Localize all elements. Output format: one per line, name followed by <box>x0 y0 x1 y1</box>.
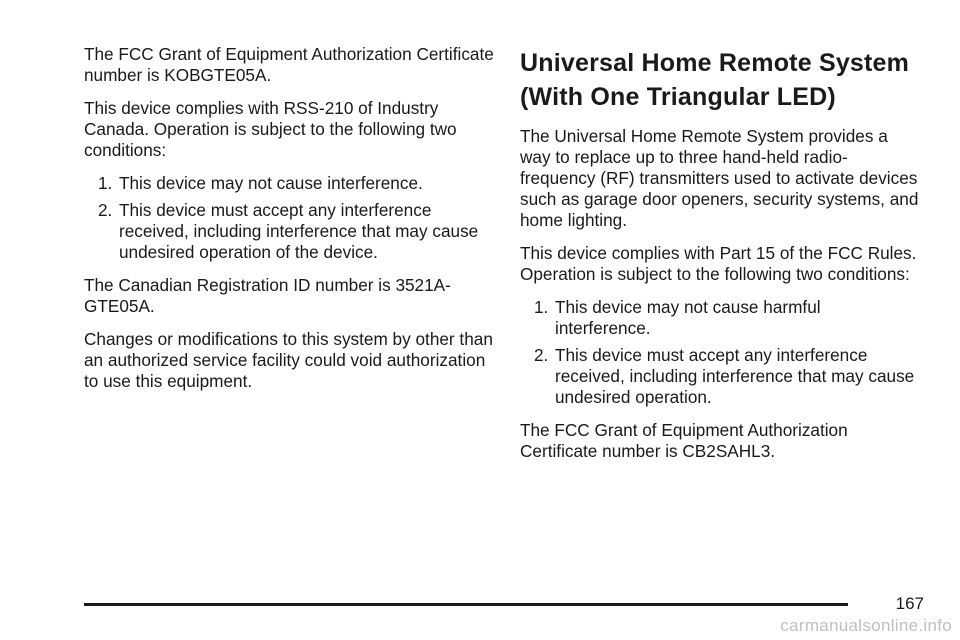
modifications-warning-paragraph: Changes or modifications to this system by other than an authorized service facility could void authorization to use this equipment. <box>84 329 493 391</box>
list-item: 1. This device may not cause harmful interference. <box>534 297 821 338</box>
fcc-conditions-list <box>520 297 920 408</box>
footer-rule <box>84 603 848 606</box>
canadian-registration-paragraph: The Canadian Registration ID number is 3521A-GTE05A. <box>84 275 451 316</box>
intro-paragraph: The Universal Home Remote System provides a way to replace up to three hand-held radio-frequency (RF) transmitters used to activate devices such as garage door openers, security systems, and home lighting. <box>520 126 919 230</box>
fcc-grant-paragraph: The FCC Grant of Equipment Authorization Certificate number is CB2SAHL3. <box>520 420 848 461</box>
list-item: 2. This device must accept any interference received, including interference that may cause undesired operation of the device. <box>98 200 479 262</box>
page-number: 167 <box>895 594 924 613</box>
left-column <box>84 44 494 404</box>
section-heading: Universal Home Remote System (With One Triangular LED) <box>520 49 910 111</box>
right-column <box>520 44 920 474</box>
rss-conditions-list <box>84 173 494 263</box>
fcc-compliance-paragraph: This device complies with Part 15 of the FCC Rules. Operation is subject to the following two conditions: <box>520 243 917 284</box>
list-item: 2. This device must accept any interference received, including interference that may cause undesired operation. <box>534 345 915 407</box>
rss-compliance-paragraph: This device complies with RSS-210 of Industry Canada. Operation is subject to the following two conditions: <box>84 98 457 160</box>
list-item: 1. This device may not cause interference. <box>98 173 423 193</box>
fcc-grant-paragraph: The FCC Grant of Equipment Authorization Certificate number is KOBGTE05A. <box>84 44 494 85</box>
watermark: carmanualsonline.info <box>780 616 952 635</box>
